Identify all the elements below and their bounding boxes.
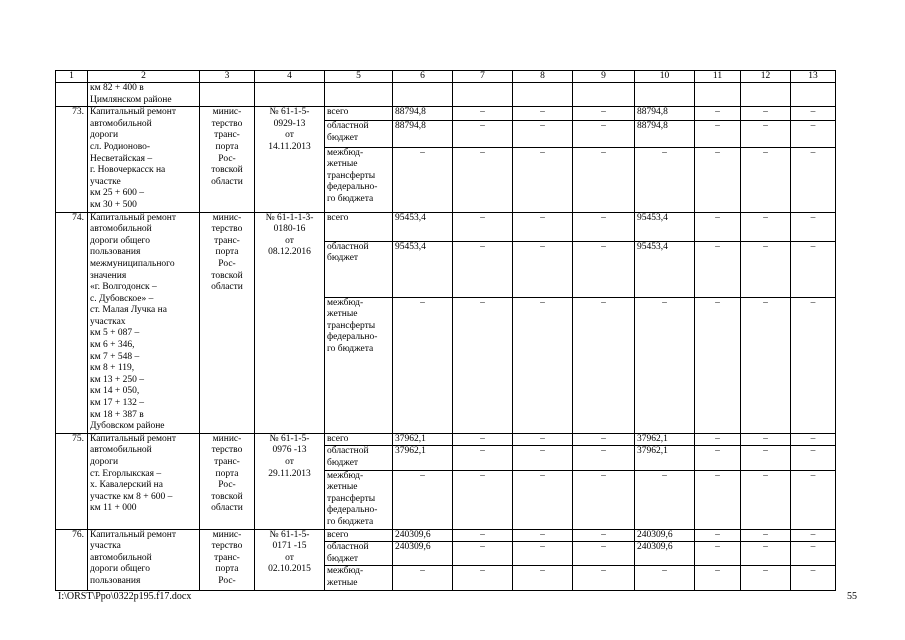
item-name-cell: Капитальный ремонт участка автомобильной дороги общего пользования [88, 529, 200, 590]
amount-cell-7: – [453, 121, 513, 148]
cont-empty-cell [325, 83, 393, 107]
column-number-4: 4 [255, 71, 325, 83]
amount-cell-13: – [791, 446, 836, 470]
amount-cell-8: – [513, 529, 573, 542]
amount-cell-12: – [741, 542, 791, 566]
amount-cell-8: – [513, 297, 573, 433]
amount-cell-12: – [741, 297, 791, 433]
amount-cell-10: 240309,6 [635, 542, 695, 566]
amount-cell-13: – [791, 241, 836, 297]
amount-cell-8: – [513, 542, 573, 566]
amount-cell-6: 95453,4 [393, 212, 453, 241]
cont-num-cell [56, 83, 88, 107]
amount-cell-13: – [791, 542, 836, 566]
cont-empty-cell [200, 83, 255, 107]
amount-cell-13: – [791, 470, 836, 529]
column-number-13: 13 [791, 71, 836, 83]
funding-source-cell: областной бюджет [325, 241, 393, 297]
amount-cell-11: – [695, 121, 741, 148]
item-name-cell: Капитальный ремонт автомобильной дороги общего пользования межмуниципального значения «г. Волгодонск – с. Дубовское» – ст. Малая Лучка на участках км 5 + 087 – км 6 + 346, км 7 + 548 – км 8 + 119, км 13 + 250 – км 14 + 050, км 17 + 132 – км 18 + 387 в Дубовском районе [88, 212, 200, 433]
amount-cell-10: – [635, 470, 695, 529]
organization-cell: минис- терство транс- порта Рос- товской области [200, 433, 255, 529]
funding-source-cell: межбюд- жетные [325, 566, 393, 590]
amount-cell-7: – [453, 566, 513, 590]
amount-cell-8: – [513, 147, 573, 212]
amount-cell-11: – [695, 212, 741, 241]
item-name-cell: Капитальный ремонт автомобильной дороги ст. Егорлыкская – х. Кавалерский на участке км 8 + 600 – км 11 + 000 [88, 433, 200, 529]
amount-cell-10: 37962,1 [635, 446, 695, 470]
amount-cell-7: – [453, 297, 513, 433]
amount-cell-10: 95453,4 [635, 212, 695, 241]
cont-empty-cell [393, 83, 453, 107]
amount-cell-11: – [695, 542, 741, 566]
cont-empty-cell [635, 83, 695, 107]
column-number-5: 5 [325, 71, 393, 83]
amount-cell-12: – [741, 470, 791, 529]
amount-cell-13: – [791, 297, 836, 433]
amount-cell-13: – [791, 107, 836, 121]
item-name-cell: Капитальный ремонт автомобильной дороги сл. Родионово- Несветайская – г. Новочеркасск на участке км 25 + 600 – км 30 + 500 [88, 107, 200, 212]
amount-cell-11: – [695, 566, 741, 590]
amount-cell-9: – [573, 433, 635, 446]
funding-source-cell: областной бюджет [325, 121, 393, 148]
cont-name-cell: км 82 + 400 в Цимлянском районе [88, 83, 200, 107]
amount-cell-6: 240309,6 [393, 529, 453, 542]
table-row [56, 529, 836, 542]
item-number-cell: 75. [56, 433, 88, 529]
amount-cell-9: – [573, 212, 635, 241]
amount-cell-7: – [453, 529, 513, 542]
amount-cell-9: – [573, 107, 635, 121]
amount-cell-7: – [453, 107, 513, 121]
item-number-cell: 76. [56, 529, 88, 590]
amount-cell-11: – [695, 446, 741, 470]
document-cell: № 61-1-5- 0976 -13 от 29.11.2013 [255, 433, 325, 529]
amount-cell-6: 88794,8 [393, 107, 453, 121]
amount-cell-6: 95453,4 [393, 241, 453, 297]
amount-cell-13: – [791, 147, 836, 212]
amount-cell-6: 240309,6 [393, 542, 453, 566]
amount-cell-9: – [573, 147, 635, 212]
cont-empty-cell [741, 83, 791, 107]
amount-cell-6: – [393, 470, 453, 529]
item-number-cell: 74. [56, 212, 88, 433]
amount-cell-12: – [741, 566, 791, 590]
footer-file-path: I:\ORST\Ppo\0322p195.f17.docx [58, 591, 192, 602]
table-row [56, 433, 836, 446]
amount-cell-8: – [513, 566, 573, 590]
amount-cell-7: – [453, 470, 513, 529]
column-number-11: 11 [695, 71, 741, 83]
cont-empty-cell [573, 83, 635, 107]
organization-cell: минис- терство транс- порта Рос- [200, 529, 255, 590]
amount-cell-12: – [741, 433, 791, 446]
item-number-cell: 73. [56, 107, 88, 212]
cont-empty-cell [255, 83, 325, 107]
amount-cell-6: 37962,1 [393, 446, 453, 470]
amount-cell-6: – [393, 147, 453, 212]
amount-cell-12: – [741, 147, 791, 212]
column-number-2: 2 [88, 71, 200, 83]
footer-page-number: 55 [847, 591, 857, 602]
amount-cell-10: 88794,8 [635, 121, 695, 148]
funding-source-cell: областной бюджет [325, 542, 393, 566]
amount-cell-9: – [573, 566, 635, 590]
amount-cell-13: – [791, 212, 836, 241]
amount-cell-11: – [695, 241, 741, 297]
amount-cell-7: – [453, 433, 513, 446]
amount-cell-6: 88794,8 [393, 121, 453, 148]
amount-cell-7: – [453, 446, 513, 470]
amount-cell-9: – [573, 529, 635, 542]
amount-cell-8: – [513, 446, 573, 470]
amount-cell-12: – [741, 446, 791, 470]
funding-source-cell: межбюд- жетные трансферты федерально- го бюджета [325, 297, 393, 433]
table-body [56, 71, 836, 591]
amount-cell-11: – [695, 529, 741, 542]
column-number-10: 10 [635, 71, 695, 83]
amount-cell-7: – [453, 147, 513, 212]
column-number-3: 3 [200, 71, 255, 83]
amount-cell-13: – [791, 433, 836, 446]
amount-cell-11: – [695, 297, 741, 433]
cont-empty-cell [791, 83, 836, 107]
amount-cell-7: – [453, 212, 513, 241]
amount-cell-10: – [635, 297, 695, 433]
amount-cell-12: – [741, 121, 791, 148]
amount-cell-6: – [393, 566, 453, 590]
budget-table [55, 70, 836, 591]
table-row [56, 212, 836, 241]
amount-cell-9: – [573, 542, 635, 566]
amount-cell-8: – [513, 212, 573, 241]
amount-cell-10: 88794,8 [635, 107, 695, 121]
amount-cell-12: – [741, 107, 791, 121]
column-number-9: 9 [573, 71, 635, 83]
document-cell: № 61-1-1-3- 0180-16 от 08.12.2016 [255, 212, 325, 433]
amount-cell-6: 37962,1 [393, 433, 453, 446]
amount-cell-11: – [695, 433, 741, 446]
amount-cell-13: – [791, 566, 836, 590]
amount-cell-9: – [573, 241, 635, 297]
funding-source-cell: областной бюджет [325, 446, 393, 470]
amount-cell-13: – [791, 529, 836, 542]
amount-cell-10: 37962,1 [635, 433, 695, 446]
amount-cell-10: – [635, 147, 695, 212]
amount-cell-8: – [513, 107, 573, 121]
organization-cell: минис- терство транс- порта Рос- товской области [200, 107, 255, 212]
cont-empty-cell [695, 83, 741, 107]
amount-cell-8: – [513, 433, 573, 446]
column-number-12: 12 [741, 71, 791, 83]
table-row [56, 107, 836, 121]
amount-cell-9: – [573, 470, 635, 529]
amount-cell-9: – [573, 446, 635, 470]
amount-cell-6: – [393, 297, 453, 433]
column-number-8: 8 [513, 71, 573, 83]
column-number-row [56, 71, 836, 83]
amount-cell-8: – [513, 470, 573, 529]
amount-cell-9: – [573, 121, 635, 148]
amount-cell-12: – [741, 529, 791, 542]
document-cell: № 61-1-5- 0171 -15 от 02.10.2015 [255, 529, 325, 590]
amount-cell-9: – [573, 297, 635, 433]
amount-cell-7: – [453, 542, 513, 566]
funding-source-cell: межбюд- жетные трансферты федерально- го бюджета [325, 470, 393, 529]
amount-cell-11: – [695, 470, 741, 529]
funding-source-cell: всего [325, 212, 393, 241]
amount-cell-10: – [635, 566, 695, 590]
amount-cell-10: 95453,4 [635, 241, 695, 297]
document-cell: № 61-1-5- 0929-13 от 14.11.2013 [255, 107, 325, 212]
cont-empty-cell [453, 83, 513, 107]
funding-source-cell: всего [325, 529, 393, 542]
amount-cell-12: – [741, 212, 791, 241]
amount-cell-11: – [695, 147, 741, 212]
funding-source-cell: межбюд- жетные трансферты федерально- го бюджета [325, 147, 393, 212]
organization-cell: минис- терство транс- порта Рос- товской области [200, 212, 255, 433]
column-number-6: 6 [393, 71, 453, 83]
amount-cell-11: – [695, 107, 741, 121]
amount-cell-8: – [513, 241, 573, 297]
funding-source-cell: всего [325, 107, 393, 121]
cont-empty-cell [513, 83, 573, 107]
amount-cell-12: – [741, 241, 791, 297]
column-number-7: 7 [453, 71, 513, 83]
column-number-1: 1 [56, 71, 88, 83]
funding-source-cell: всего [325, 433, 393, 446]
amount-cell-10: 240309,6 [635, 529, 695, 542]
continuation-row [56, 83, 836, 107]
amount-cell-13: – [791, 121, 836, 148]
amount-cell-8: – [513, 121, 573, 148]
amount-cell-7: – [453, 241, 513, 297]
